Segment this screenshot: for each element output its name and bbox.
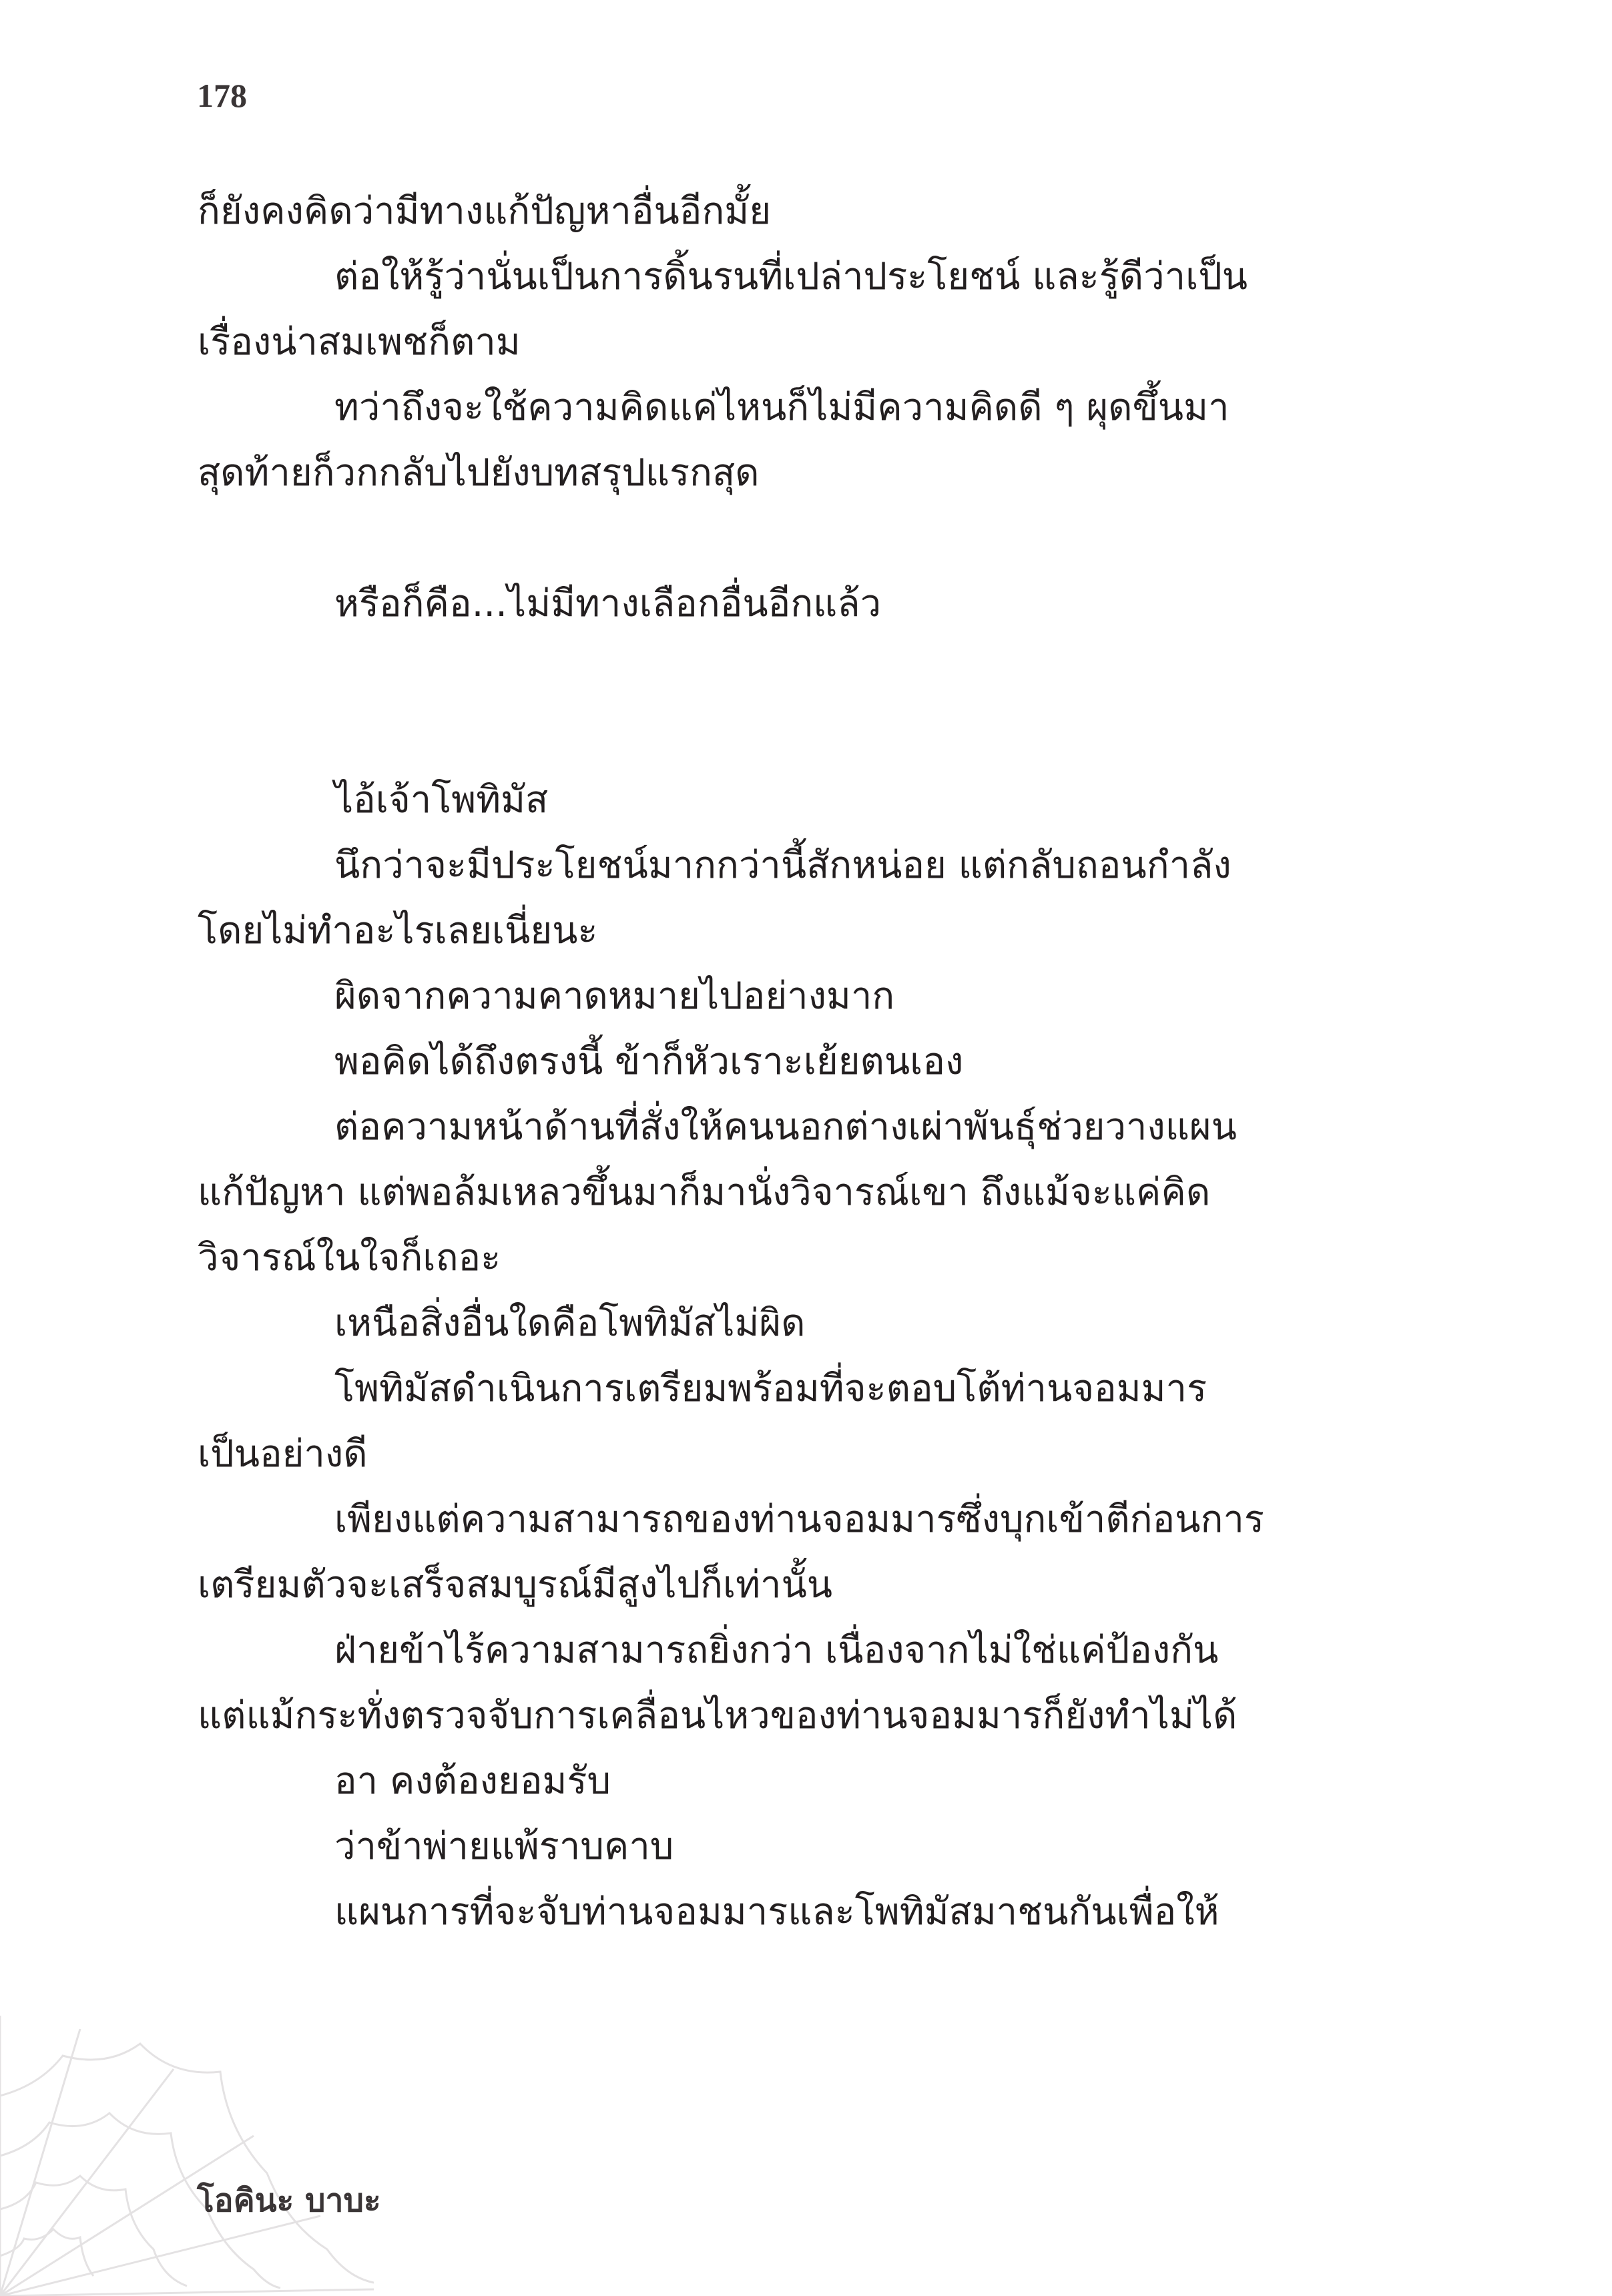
- text-line: เรื่องน่าสมเพชก็ตาม: [198, 320, 521, 364]
- text-line: นึกว่าจะมีประโยชน์มากกว่านี้สักหน่อย แต่กลับถอนกำลัง: [334, 844, 1232, 887]
- text-line: ก็ยังคงคิดว่ามีทางแก้ปัญหาอื่นอีกมั้ย: [198, 190, 772, 233]
- text-line: ผิดจากความคาดหมายไปอย่างมาก: [334, 974, 895, 1018]
- text-line: เตรียมตัวจะเสร็จสมบูรณ์มีสูงไปก็เท่านั้น: [198, 1563, 833, 1607]
- text-line: ฝ่ายข้าไร้ความสามารถยิ่งกว่า เนื่องจากไม่ใช่แค่ป้องกัน: [334, 1629, 1219, 1672]
- text-line: หรือก็คือ...ไม่มีทางเลือกอื่นอีกแล้ว: [334, 582, 882, 625]
- text-line: ต่อความหน้าด้านที่สั่งให้คนนอกต่างเผ่าพันธุ์ช่วยวางแผน: [334, 1105, 1237, 1149]
- paragraph-gap: [198, 637, 1412, 702]
- text-line: โพทิมัสดำเนินการเตรียมพร้อมที่จะตอบโต้ท่านจอมมาร: [334, 1367, 1207, 1410]
- spiderweb-icon: [0, 2016, 374, 2296]
- book-title-footer: โอคินะ บาบะ: [197, 2182, 381, 2219]
- paragraph-gap: [198, 702, 1412, 768]
- text-line: แก้ปัญหา แต่พอล้มเหลวขึ้นมาก็มานั่งวิจารณ์เขา ถึงแม้จะแค่คิด: [198, 1171, 1211, 1214]
- text-line: เพียงแต่ความสามารถของท่านจอมมารซึ่งบุกเข้าตีก่อนการ: [334, 1498, 1264, 1541]
- text-line: เป็นอย่างดี: [198, 1432, 368, 1476]
- text-line: สุดท้ายก็วกกลับไปยังบทสรุปแรกสุด: [198, 451, 760, 495]
- text-line: ต่อให้รู้ว่านั่นเป็นการดิ้นรนที่เปล่าประโยชน์ และรู้ดีว่าเป็น: [334, 255, 1248, 298]
- paragraph-gap: [198, 506, 1412, 571]
- text-line: วิจารณ์ในใจก็เถอะ: [198, 1236, 501, 1279]
- page-number: 178: [197, 77, 247, 114]
- text-line: ทว่าถึงจะใช้ความคิดแค่ไหนก็ไม่มีความคิดดี ๆ ผุดขึ้นมา: [334, 386, 1230, 429]
- text-line: อา คงต้องยอมรับ: [334, 1759, 611, 1803]
- text-line: แต่แม้กระทั่งตรวจจับการเคลื่อนไหวของท่านจอมมารก็ยังทำไม่ได้: [198, 1694, 1238, 1737]
- text-line: พอคิดได้ถึงตรงนี้ ข้าก็หัวเราะเย้ยตนเอง: [334, 1040, 964, 1083]
- text-line: ไอ้เจ้าโพทิมัส: [334, 778, 549, 822]
- text-line: เหนือสิ่งอื่นใดคือโพทิมัสไม่ผิด: [334, 1302, 806, 1345]
- text-line: ว่าข้าพ่ายแพ้ราบคาบ: [334, 1825, 674, 1868]
- text-line: โดยไม่ทำอะไรเลยเนี่ยนะ: [198, 909, 598, 952]
- body-text: [198, 179, 1412, 1945]
- text-line: แผนการที่จะจับท่านจอมมารและโพทิมัสมาชนกันเพื่อให้: [334, 1890, 1220, 1934]
